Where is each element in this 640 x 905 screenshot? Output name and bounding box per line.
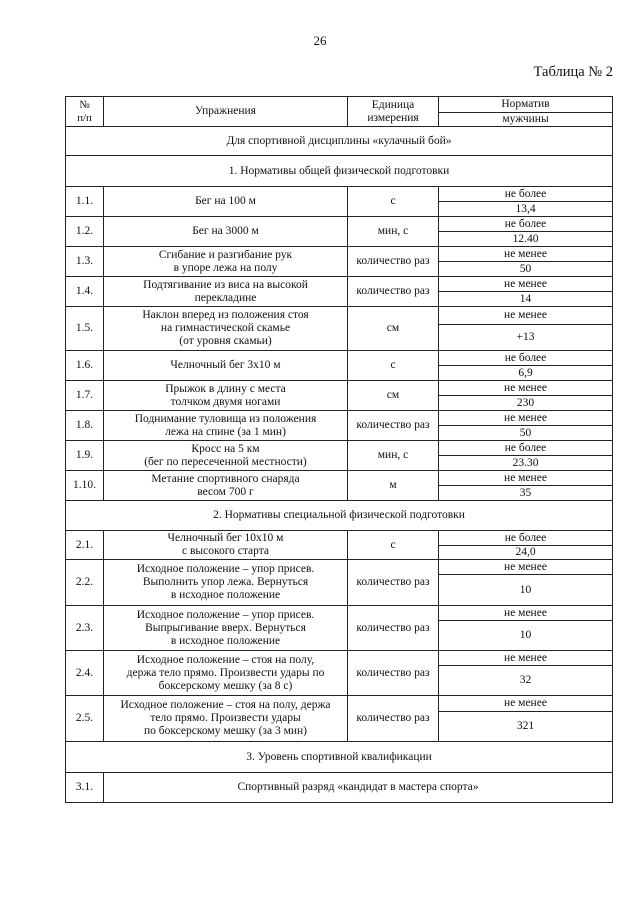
row-exercise <box>104 217 348 247</box>
table-row <box>66 651 613 666</box>
exercise-line: Исходное положение – стоя на полу, держа <box>120 699 331 711</box>
exercise-line: Подтягивание из виса на высокой <box>143 278 308 291</box>
row-unit: количество раз <box>348 696 439 742</box>
row-unit: количество раз <box>348 651 439 696</box>
row-qualifier: не менее <box>439 307 613 325</box>
row-unit: с <box>348 187 439 217</box>
row-qualifier: не более <box>439 217 613 232</box>
exercise-line: Сгибание и разгибание рук <box>158 248 293 261</box>
row-exercise <box>104 381 348 411</box>
exercise-line: Кросс на 5 км <box>191 442 260 455</box>
table-row <box>66 696 613 712</box>
row-qualifier: не более <box>439 351 613 366</box>
row-value: 14 <box>439 292 613 307</box>
row-qualifier: не менее <box>439 247 613 262</box>
row-qualifier: не более <box>439 531 613 546</box>
exercise-line: (бег по пересеченной местности) <box>144 455 307 468</box>
row-value: 23.30 <box>439 456 613 471</box>
row-number: 2.5. <box>66 696 104 742</box>
row-unit: см <box>348 381 439 411</box>
header-unit: Единица измерения <box>348 97 439 127</box>
row-exercise <box>104 187 348 217</box>
discipline-row <box>66 127 613 156</box>
row-number: 1.3. <box>66 247 104 277</box>
exercise-line: в исходное положение <box>170 589 281 601</box>
section-row <box>66 156 613 187</box>
row-exercise <box>104 411 348 441</box>
exercise-line: Выпрыгивание вверх. Вернуться <box>145 621 306 634</box>
row-exercise <box>104 247 348 277</box>
table-row <box>66 560 613 575</box>
table-row <box>66 471 613 486</box>
header-exercise: Упражнения <box>104 97 348 127</box>
row-qualifier: не менее <box>439 560 613 575</box>
table-row <box>66 411 613 426</box>
row-unit: количество раз <box>348 411 439 441</box>
row-unit: мин, с <box>348 217 439 247</box>
page-number: 26 <box>313 33 327 48</box>
row-value: 6,9 <box>439 366 613 381</box>
row-qualifier: не более <box>439 187 613 202</box>
exercise-line: перекладине <box>194 291 257 304</box>
row-qualifier: не менее <box>439 381 613 396</box>
section-row <box>66 742 613 773</box>
exercise-line: Исходное положение – стоя на полу, <box>136 653 315 666</box>
row-value: +13 <box>439 325 613 351</box>
row-value: 50 <box>439 426 613 441</box>
exercise-line: Бег на 100 м <box>195 195 256 207</box>
row-number: 1.9. <box>66 441 104 471</box>
table-row <box>66 307 613 325</box>
row-exercise <box>104 696 348 742</box>
exercise-line: Прыжок в длину с места <box>165 382 286 395</box>
exercise-line: (от уровня скамьи) <box>179 335 272 347</box>
row-unit: количество раз <box>348 560 439 606</box>
row-number: 1.1. <box>66 187 104 217</box>
row-qualifier: не более <box>439 441 613 456</box>
row-unit: количество раз <box>348 606 439 651</box>
norms-table <box>65 96 613 803</box>
row-unit: см <box>348 307 439 351</box>
row-exercise <box>104 560 348 606</box>
exercise-line: Исходное положение – упор присев. <box>136 563 315 575</box>
row-unit: мин, с <box>348 441 439 471</box>
exercise-line: Наклон вперед из положения стоя <box>142 309 309 321</box>
row-value: 10 <box>439 621 613 651</box>
row-value: 12.40 <box>439 232 613 247</box>
row-number: 3.1. <box>66 773 104 803</box>
row-value: 13,4 <box>439 202 613 217</box>
row-number: 1.5. <box>66 307 104 351</box>
table-row <box>66 277 613 292</box>
exercise-line: с высокого старта <box>181 545 270 557</box>
row-exercise <box>104 307 348 351</box>
exercise-line: Исходное положение – упор присев. <box>136 608 315 621</box>
exercise-line: Поднимание туловища из положения <box>134 412 317 425</box>
exercise-line: держа тело прямо. Произвести удары по <box>126 666 325 679</box>
row-unit: м <box>348 471 439 501</box>
row-exercise <box>104 471 348 501</box>
row-value: 32 <box>439 666 613 696</box>
exercise-line: Бег на 3000 м <box>192 225 259 237</box>
row-exercise <box>104 441 348 471</box>
header-norm: Норматив <box>439 97 613 113</box>
exercise-line: Метание спортивного снаряда <box>151 472 300 485</box>
row-number: 1.10. <box>66 471 104 501</box>
exercise-line: по боксерскому мешку (за 3 мин) <box>144 725 307 737</box>
exercise-line: Челночный бег 3х10 м <box>170 359 281 371</box>
exercise-line: в упоре лежа на полу <box>173 261 278 274</box>
row-number: 1.6. <box>66 351 104 381</box>
section-row <box>66 501 613 531</box>
exercise-line: тело прямо. Произвести удары <box>150 712 301 724</box>
row-exercise <box>104 351 348 381</box>
exercise-line: на гимнастической скамье <box>160 322 291 334</box>
exercise-line: Выполнить упор лежа. Вернуться <box>142 576 309 588</box>
section-title: 3. Уровень спортивной квалификации <box>66 742 613 773</box>
row-number: 2.4. <box>66 651 104 696</box>
row-value: 35 <box>439 486 613 501</box>
table-row <box>66 247 613 262</box>
row-value: 230 <box>439 396 613 411</box>
table-row <box>66 606 613 621</box>
table-row <box>66 351 613 366</box>
exercise-line: боксерскому мешку (за 8 с) <box>158 679 293 692</box>
discipline-title: Для спортивной дисциплины «кулачный бой» <box>66 127 613 156</box>
header-men: мужчины <box>439 113 613 127</box>
row-qualifier: не менее <box>439 696 613 712</box>
table-row <box>66 773 613 803</box>
row-value: 50 <box>439 262 613 277</box>
row-exercise <box>104 651 348 696</box>
header-num: № п/п <box>66 97 104 127</box>
row-exercise <box>104 606 348 651</box>
exercise-line: в исходное положение <box>170 634 281 647</box>
row-qualifier: не менее <box>439 606 613 621</box>
row-unit: количество раз <box>348 247 439 277</box>
table-row <box>66 381 613 396</box>
row-value: 24,0 <box>439 546 613 560</box>
row-number: 1.2. <box>66 217 104 247</box>
exercise-line: Челночный бег 10х10 м <box>167 532 284 544</box>
table-row <box>66 187 613 202</box>
row-value: 10 <box>439 575 613 606</box>
row-number: 2.3. <box>66 606 104 651</box>
row-number: 2.2. <box>66 560 104 606</box>
exercise-line: весом 700 г <box>197 485 254 498</box>
row-number: 2.1. <box>66 531 104 560</box>
qualification-text: Спортивный разряд «кандидат в мастера спорта» <box>104 773 613 803</box>
table-row <box>66 441 613 456</box>
table-row <box>66 217 613 232</box>
section-title: 1. Нормативы общей физической подготовки <box>66 156 613 187</box>
row-number: 1.4. <box>66 277 104 307</box>
row-number: 1.8. <box>66 411 104 441</box>
row-qualifier: не менее <box>439 471 613 486</box>
exercise-line: толчком двумя ногами <box>170 395 281 408</box>
row-number: 1.7. <box>66 381 104 411</box>
row-qualifier: не менее <box>439 277 613 292</box>
table-caption: Таблица № 2 <box>533 64 613 80</box>
row-unit: с <box>348 351 439 381</box>
exercise-line: лежа на спине (за 1 мин) <box>165 425 286 438</box>
row-value: 321 <box>439 712 613 742</box>
header-row <box>66 97 613 113</box>
table-row <box>66 531 613 546</box>
row-qualifier: не менее <box>439 651 613 666</box>
row-exercise <box>104 531 348 560</box>
row-unit: с <box>348 531 439 560</box>
section-title: 2. Нормативы специальной физической подготовки <box>66 501 613 531</box>
row-unit: количество раз <box>348 277 439 307</box>
row-exercise <box>104 277 348 307</box>
row-qualifier: не менее <box>439 411 613 426</box>
